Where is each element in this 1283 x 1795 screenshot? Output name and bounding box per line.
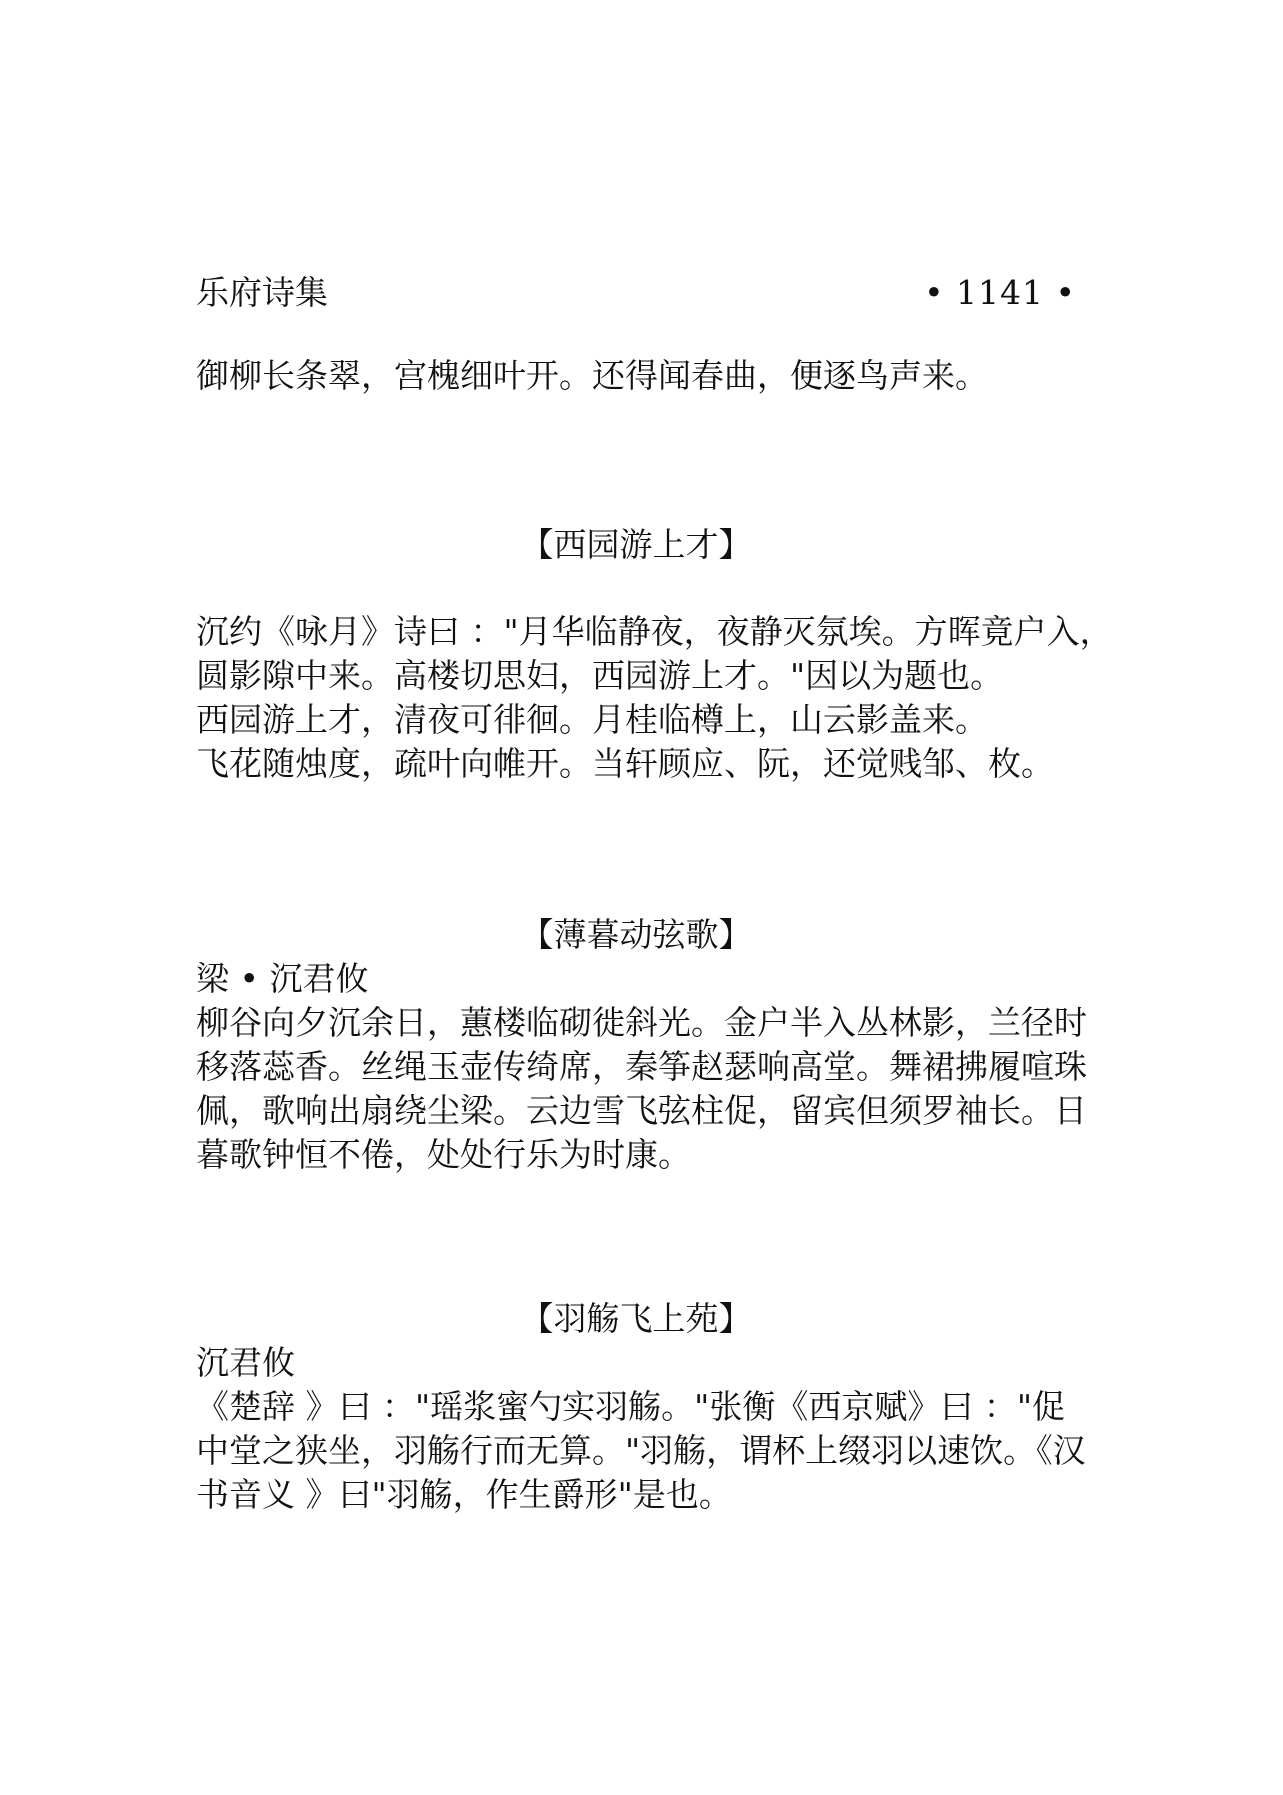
section-heading: 【薄暮动弦歌】	[520, 915, 752, 954]
section-line: 《楚辞 》曰 ："瑶浆蜜勺实羽觞。"张衡《西京赋》曰 ："促	[196, 1387, 1066, 1426]
section-line: 飞花随烛度，疏叶向帷开。当轩顾应、阮，还觉贱邹、枚。	[196, 744, 1054, 783]
section-line: 暮歌钟恒不倦，处处行乐为时康。	[196, 1135, 691, 1174]
intro-verse: 御柳长条翠，宫槐细叶开。还得闻春曲，便逐鸟声来。	[196, 356, 988, 395]
section-line: 圆影隙中来。高楼切思妇，西园游上才。"因以为题也。	[196, 656, 1004, 695]
page-header	[196, 270, 1076, 316]
page-number: • 1141 •	[924, 273, 1076, 312]
section-line: 书音义 》曰"羽觞，作生爵形"是也。	[196, 1475, 732, 1514]
author-line: 沉君攸	[196, 1343, 295, 1382]
section-line: 沉约《咏月》诗曰 ："月华临静夜，夜静灭氛埃。方晖竟户入，	[196, 612, 1113, 651]
author-line: 梁 • 沉君攸	[196, 959, 369, 998]
book-title: 乐府诗集	[196, 273, 328, 312]
section-heading: 【西园游上才】	[520, 525, 752, 564]
section-line: 西园游上才，清夜可徘徊。月桂临樽上，山云影盖来。	[196, 700, 988, 739]
section-line: 柳谷向夕沉余日，蕙楼临砌徙斜光。金户半入丛林影，兰径时	[196, 1003, 1087, 1042]
section-line: 移落蕊香。丝绳玉壶传绮席，秦筝赵瑟响高堂。舞裙拂履喧珠	[196, 1047, 1087, 1086]
section-line: 中堂之狭坐，羽觞行而无算。"羽觞，谓杯上缀羽以速饮。《汉	[196, 1431, 1086, 1470]
section-heading: 【羽觞飞上苑】	[520, 1299, 752, 1338]
section-line: 佩，歌响出扇绕尘梁。云边雪飞弦柱促，留宾但须罗袖长。日	[196, 1091, 1087, 1130]
